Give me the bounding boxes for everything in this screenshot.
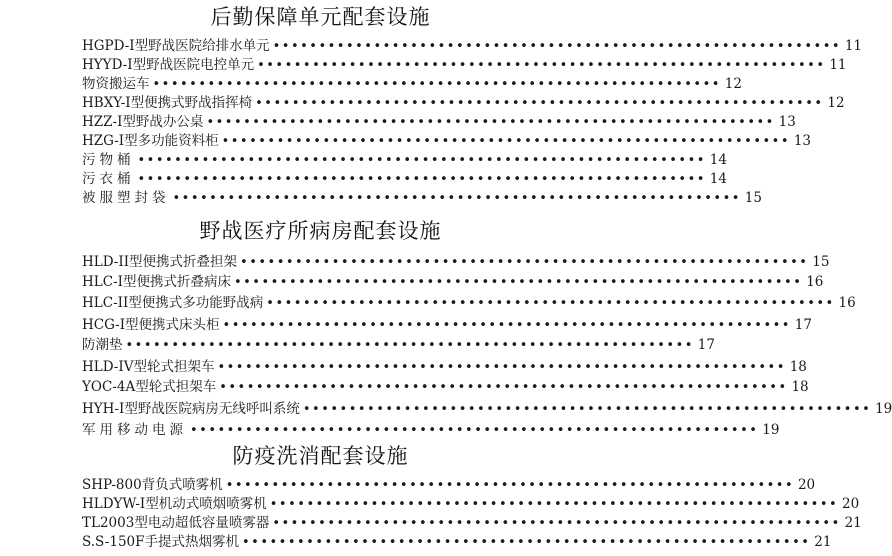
toc-entry[interactable] [82, 476, 816, 495]
toc-entry[interactable] [82, 358, 807, 377]
toc-entry-page: 21 [814, 534, 832, 550]
toc-entry[interactable] [82, 400, 892, 419]
leader-dots: •••••••••••••••••••••••••••••••••••••••••••••••••••••••••••••• [125, 338, 694, 353]
toc-entry-label: TL2003型电动超低容量喷雾器 [82, 515, 270, 531]
toc-entry-page: 13 [793, 133, 812, 149]
leader-dots: •••••••••••••••••••••••••••••••••••••••••••••••••••••••••••••• [269, 497, 839, 512]
toc-entry[interactable] [82, 294, 856, 313]
leader-dots: •••••••••••••••••••••••••••••••••••••••••••••••••••••••••••••• [190, 423, 759, 438]
leader-dots: •••••••••••••••••••••••••••••••••••••••••••••••••••••••••••••• [172, 191, 741, 206]
toc-entry-page: 19 [875, 401, 892, 417]
toc-entry-page: 18 [789, 359, 807, 375]
toc-entry[interactable] [82, 170, 727, 189]
toc-entry-label: HYH-I型野战医院病房无线呼叫系统 [82, 401, 300, 417]
section-title-logistics: 后勤保障单元配套设施 [210, 5, 431, 29]
toc-entry-page: 20 [842, 496, 860, 512]
leader-dots: •••••••••••••••••••••••••••••••••••••••••••••••••••••••••••••• [272, 516, 841, 531]
toc-entry[interactable] [82, 132, 812, 151]
toc-entry[interactable] [82, 495, 860, 514]
toc-entry[interactable] [82, 189, 762, 208]
toc-entry-label: HBXY-I型便携式野战指挥椅 [82, 95, 253, 111]
toc-entry[interactable] [82, 336, 715, 355]
leader-dots: •••••••••••••••••••••••••••••••••••••••••••••••••••••••••••••• [233, 275, 803, 290]
toc-entry-page: 16 [806, 274, 824, 290]
leader-dots: •••••••••••••••••••••••••••••••••••••••••••••••••••••••••••••• [221, 134, 791, 149]
toc-entry-label: 被服塑封袋 [82, 190, 170, 206]
leader-dots: •••••••••••••••••••••••••••••••••••••••••••••••••••••••••••••• [137, 172, 706, 187]
toc-entry[interactable] [82, 151, 727, 170]
leader-dots: •••••••••••••••••••••••••••••••••••••••••••••••••••••••••••••• [222, 318, 791, 333]
leader-dots: •••••••••••••••••••••••••••••••••••••••••••••••••••••••••••••• [240, 255, 809, 270]
toc-entry-page: 15 [812, 254, 830, 270]
toc-entry-label: HGPD-I型野战医院给排水单元 [82, 38, 270, 54]
leader-dots: •••••••••••••••••••••••••••••••••••••••••••••••••••••••••••••• [219, 380, 788, 395]
toc-entry-page: 18 [791, 379, 809, 395]
leader-dots: •••••••••••••••••••••••••••••••••••••••••••••••••••••••••••••• [217, 360, 786, 375]
toc-entry-label: HLDYW-I型机动式喷烟喷雾机 [82, 496, 267, 512]
toc-entry[interactable] [82, 273, 824, 292]
leader-dots: •••••••••••••••••••••••••••••••••••••••••••••••••••••••••••••• [225, 478, 795, 493]
leader-dots: •••••••••••••••••••••••••••••••••••••••••••••••••••••••••••••• [152, 77, 721, 92]
toc-entry[interactable] [82, 378, 809, 397]
toc-entry-page: 17 [794, 317, 812, 333]
toc-entry-label: HLC-II型便携式多功能野战病 [82, 295, 264, 311]
toc-entry-page: 20 [797, 477, 816, 493]
toc-entry-page: 16 [838, 295, 856, 311]
toc-entry-label: HZG-I型多功能资料柜 [82, 133, 219, 149]
toc-entry[interactable] [82, 75, 742, 94]
toc-entry[interactable] [82, 514, 862, 533]
toc-entry[interactable] [82, 316, 812, 335]
leader-dots: •••••••••••••••••••••••••••••••••••••••••••••••••••••••••••••• [242, 535, 811, 550]
toc-entry-label: HLD-IV型轮式担架车 [82, 359, 215, 375]
toc-entry-page: 19 [762, 422, 780, 438]
toc-entry-page: 14 [709, 171, 727, 187]
leader-dots: •••••••••••••••••••••••••••••••••••••••••••••••••••••••••••••• [272, 39, 842, 54]
toc-entry-page: 17 [697, 337, 715, 353]
toc-entry-page: 21 [844, 515, 862, 531]
toc-entry[interactable] [82, 56, 847, 75]
toc-entry-page: 12 [827, 95, 845, 111]
leader-dots: •••••••••••••••••••••••••••••••••••••••••••••••••••••••••••••• [302, 402, 872, 417]
toc-entry-label: YOC-4A型轮式担架车 [82, 379, 217, 395]
section-title-disinfection: 防疫洗消配套设施 [232, 444, 409, 468]
leader-dots: •••••••••••••••••••••••••••••••••••••••••••••••••••••••••••••• [137, 153, 706, 168]
toc-entry-page: 12 [724, 76, 742, 92]
leader-dots: •••••••••••••••••••••••••••••••••••••••••••••••••••••••••••••• [266, 296, 835, 311]
toc-entry-label: 污物桶 [82, 152, 135, 168]
toc-entry-label: HCG-I型便携式床头柜 [82, 317, 220, 333]
leader-dots: •••••••••••••••••••••••••••••••••••••••••••••••••••••••••••••• [257, 58, 826, 73]
toc-entry-label: 污衣桶 [82, 171, 135, 187]
toc-entry[interactable] [82, 533, 832, 552]
toc-entry[interactable] [82, 37, 863, 56]
toc-entry-label: HYYD-I型野战医院电控单元 [82, 57, 255, 73]
toc-entry-page: 15 [744, 190, 762, 206]
toc-entry-label: SHP-800背负式喷雾机 [82, 477, 223, 493]
toc-entry-label: 军用移动电源 [82, 422, 187, 438]
leader-dots: •••••••••••••••••••••••••••••••••••••••••••••••••••••••••••••• [255, 96, 824, 111]
toc-entry-page: 11 [844, 38, 863, 54]
toc-entry-label: 防潮垫 [82, 337, 123, 353]
toc-entry-page: 13 [778, 114, 796, 130]
toc-entry-label: S.S-150F手提式热烟雾机 [82, 534, 239, 550]
section-title-ward: 野战医疗所病房配套设施 [199, 219, 442, 243]
toc-entry-label: HZZ-I型野战办公桌 [82, 114, 204, 130]
toc-entry[interactable] [82, 113, 796, 132]
toc-entry[interactable] [82, 253, 830, 272]
leader-dots: •••••••••••••••••••••••••••••••••••••••••••••••••••••••••••••• [206, 115, 775, 130]
toc-entry[interactable] [82, 421, 780, 440]
toc-entry[interactable] [82, 94, 845, 113]
toc-entry-label: HLC-I型便携式折叠病床 [82, 274, 231, 290]
toc-entry-page: 14 [709, 152, 727, 168]
toc-entry-page: 11 [829, 57, 847, 73]
toc-entry-label: 物资搬运车 [82, 76, 150, 92]
toc-entry-label: HLD-II型便携式折叠担架 [82, 254, 238, 270]
